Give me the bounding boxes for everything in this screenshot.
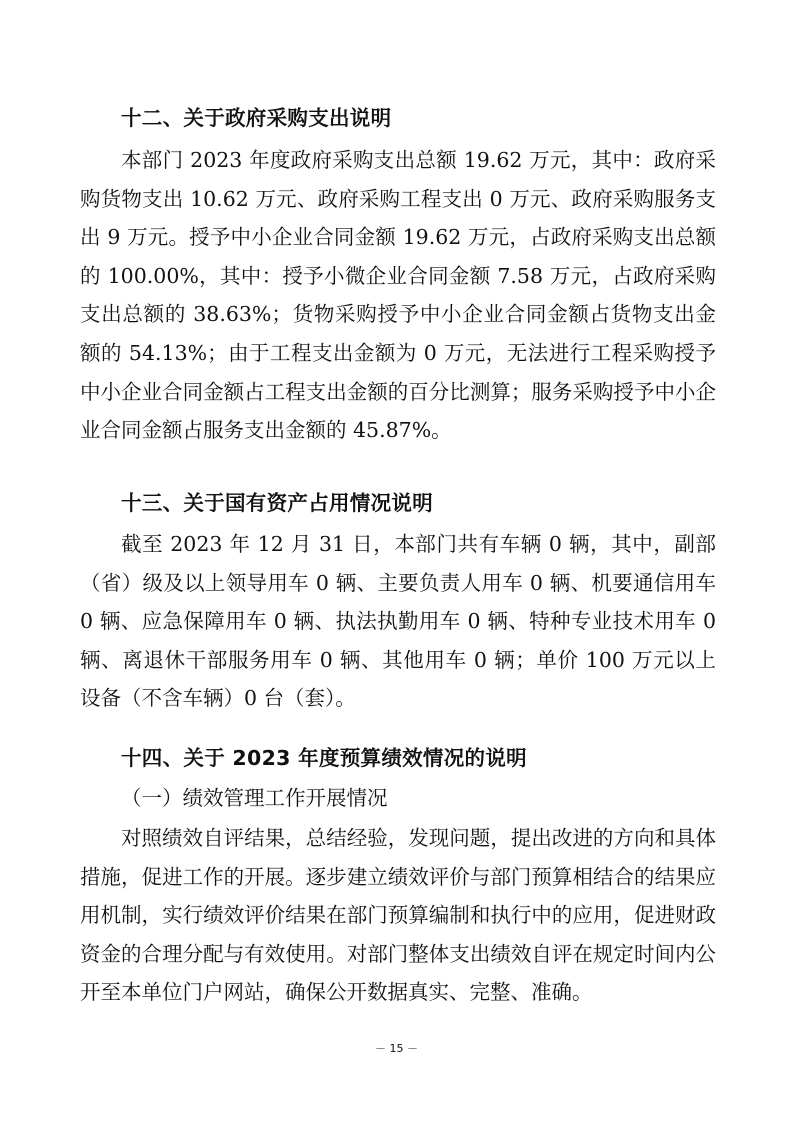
page-number: － 15 －	[375, 1042, 418, 1055]
section-14-heading: 十四、关于 2023 年度预算绩效情况的说明	[121, 746, 527, 770]
section-12-paragraph: 本部门 2023 年度政府采购支出总额 19.62 万元，其中：政府采购货物支出 10.62 万元、政府采购工程支出 0 万元、政府采购服务支出 9 万元。授予中小企业合同金额 19.62 万元，占政府采购支出总额的 100.00%，其中：授予小微企业合同金额 7.58 万元，占政府采购支出总额的 38.63%；货物采购授予中小企业合同金额占货物支出金额的 54.13%；由于工程支出金额为 0 万元，无法进行工程采购授予中小企业合同金额占工程支出金额的百分比测算；服务采购授予中小企业合同金额占服务支出金额的 45.87%。	[80, 148, 716, 443]
section-13-paragraph: 截至 2023 年 12 月 31 日，本部门共有车辆 0 辆，其中，副部（省）级及以上领导用车 0 辆、主要负责人用车 0 辆、机要通信用车 0 辆、应急保障用车 0 辆、执法执勤用车 0 辆、特种专业技术用车 0 辆、离退休干部服务用车 0 辆、其他用车 0 辆；单价 100 万元以上设备（不含车辆）0 台（套）。	[80, 532, 716, 711]
section-14-subheading: （一）绩效管理工作开展情况	[121, 786, 388, 810]
section-13-heading: 十三、关于国有资产占用情况说明	[121, 491, 433, 515]
section-14-paragraph: 对照绩效自评结果，总结经验，发现问题，提出改进的方向和具体措施，促进工作的开展。逐步建立绩效评价与部门预算相结合的结果应用机制，实行绩效评价结果在部门预算编制和执行中的应用，促进财政资金的合理分配与有效使用。对部门整体支出绩效自评在规定时间内公开至本单位门户网站，确保公开数据真实、完整、准确。	[80, 826, 716, 1005]
section-12-heading: 十二、关于政府采购支出说明	[121, 106, 392, 130]
